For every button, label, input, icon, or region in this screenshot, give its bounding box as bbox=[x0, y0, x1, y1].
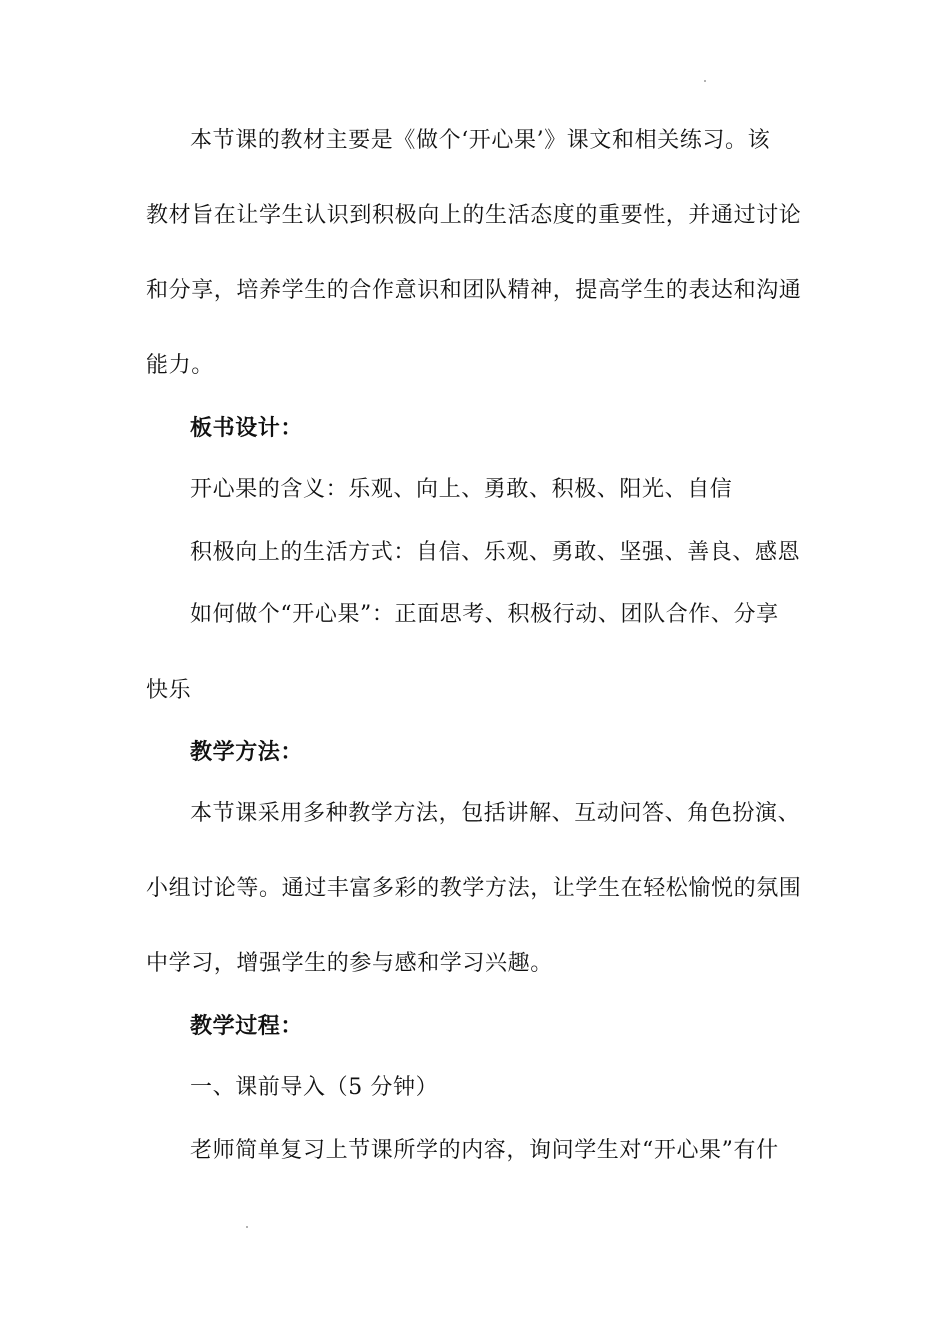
materials-line-2: 教材旨在让学生认识到积极向上的生活态度的重要性，并通过讨论 bbox=[146, 203, 802, 228]
teaching-methods-heading: 教学方法： bbox=[190, 740, 304, 765]
teaching-methods-line-1: 本节课采用多种教学方法，包括讲解、互动问答、角色扮演、 bbox=[190, 801, 801, 826]
page-mark-top bbox=[704, 80, 706, 82]
teaching-methods-line-2: 小组讨论等。通过丰富多彩的教学方法，让学生在轻松愉悦的氛围 bbox=[146, 876, 802, 901]
materials-line-1: 本节课的教材主要是《做个‘开心果’》课文和相关练习。该 bbox=[190, 128, 771, 153]
materials-line-4: 能力。 bbox=[146, 353, 214, 378]
teaching-process-step-1-text: 老师简单复习上节课所学的内容，询问学生对“开心果”有什 bbox=[190, 1138, 779, 1163]
board-design-item-3-cont: 快乐 bbox=[146, 678, 192, 703]
teaching-process-heading: 教学过程： bbox=[190, 1014, 304, 1039]
materials-line-3: 和分享，培养学生的合作意识和团队精神，提高学生的表达和沟通 bbox=[146, 278, 802, 303]
board-design-item-1: 开心果的含义：乐观、向上、勇敢、积极、阳光、自信 bbox=[190, 477, 733, 502]
board-design-item-3: 如何做个“开心果”：正面思考、积极行动、团队合作、分享 bbox=[190, 602, 779, 627]
teaching-process-step-1-title: 一、课前导入（5 分钟） bbox=[190, 1075, 439, 1100]
teaching-methods-line-3: 中学习，增强学生的参与感和学习兴趣。 bbox=[146, 951, 553, 976]
page-mark-bottom bbox=[246, 1226, 248, 1228]
board-design-heading: 板书设计： bbox=[190, 416, 304, 441]
board-design-item-2: 积极向上的生活方式：自信、乐观、勇敢、坚强、善良、感恩 bbox=[190, 540, 801, 565]
